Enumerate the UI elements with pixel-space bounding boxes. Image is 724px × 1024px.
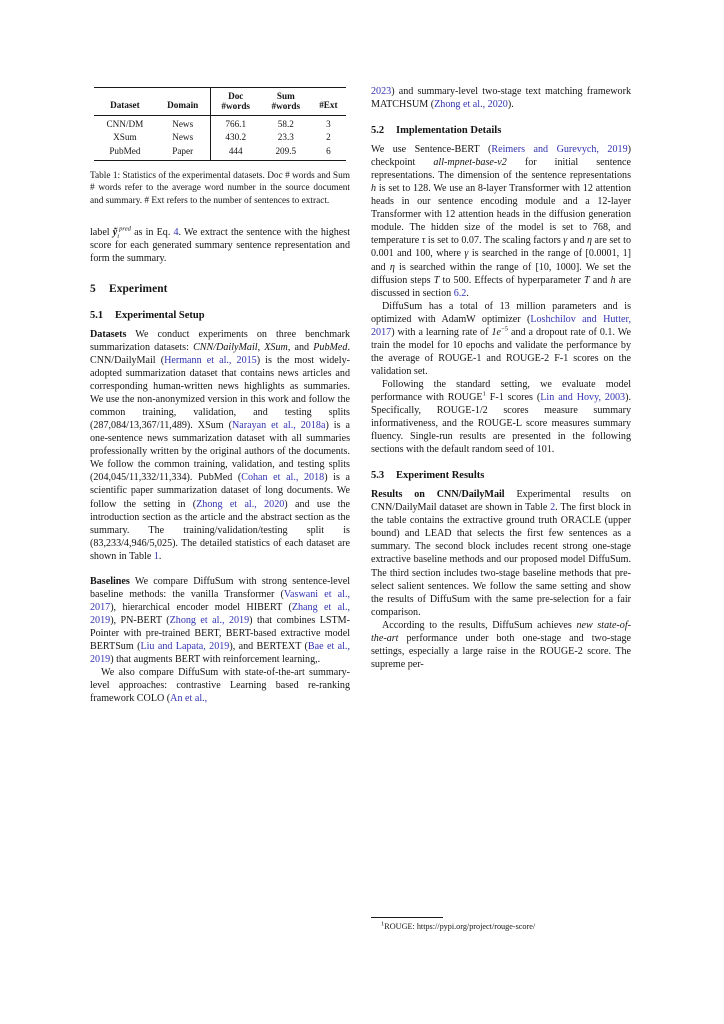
text-segment: ) that augments BERT with reinforcement learning,. xyxy=(110,654,321,666)
citation-link[interactable]: Narayan et al., 2018a xyxy=(231,420,326,432)
math-eta: η xyxy=(586,235,592,247)
cell-ext: 2 xyxy=(326,132,331,143)
math-subscript: i xyxy=(117,232,120,240)
math-gamma: γ xyxy=(563,235,568,247)
citation-link[interactable]: Vaswani et al., 2017 xyxy=(90,588,350,613)
math-tau: τ xyxy=(421,235,426,247)
cell-doc-words: 430.2 xyxy=(225,132,247,143)
section-number: 5 xyxy=(90,282,96,295)
paragraph-rouge-evaluation xyxy=(371,378,631,456)
doc-header-line2: #words xyxy=(221,100,251,111)
statistics-table xyxy=(94,87,346,161)
subsection-number: 5.2 xyxy=(371,125,385,137)
cell-doc-words: 444 xyxy=(210,145,261,161)
citation-link[interactable]: Zhong et al., 2020 xyxy=(434,99,508,111)
text-segment: are set to 0.001 and 100, where xyxy=(371,235,631,260)
text-segment: ) and summary-level two-stage text matching framework MATCHSUM ( xyxy=(371,86,631,111)
citation-link[interactable]: 2023 xyxy=(371,86,392,97)
paragraph-results-cnndm xyxy=(371,488,631,618)
math-superscript: pred xyxy=(119,225,131,233)
citation-link[interactable]: Zhong et al., 2019 xyxy=(169,614,250,626)
subsection-title: Experimental Setup xyxy=(115,309,205,321)
subsection-title: Implementation Details xyxy=(396,125,502,137)
citation-link[interactable]: Loshchilov and Hutter, 2017 xyxy=(371,313,631,338)
math-lr-base: 1e xyxy=(491,326,501,338)
subsection-heading-experimental-setup xyxy=(90,309,350,322)
cell-dataset: PubMed xyxy=(94,145,156,161)
text-segment: . xyxy=(466,287,469,299)
cell-dataset: XSum xyxy=(113,132,137,143)
text-segment: is set to 128. We use an 8-layer Transformer with 12 attention heads in our sentence encoding module and a 12-layer Transformer with 12 attention heads in the diffusion generation module. The hidden size of the model is set to 768, and temperature xyxy=(371,183,631,247)
text-segment: and xyxy=(567,235,587,247)
cell-sum-words: 58.2 xyxy=(277,118,294,129)
text-segment: to 500. Effects of hyperparameter xyxy=(439,274,584,286)
citation-link[interactable]: Lin and Hovy, 2003 xyxy=(540,391,626,403)
text-segment: ) is a scientific paper summarization dataset of long documents. We follow the setting in ( xyxy=(90,472,350,510)
emphasis-new-sota: new state-of-the-art xyxy=(371,619,631,644)
text-segment: ), hierarchical encoder model HIBERT ( xyxy=(110,601,292,613)
doc-header-line1: Doc xyxy=(228,90,244,101)
citation-link[interactable]: An et al., xyxy=(170,693,208,705)
footnote-separator-rule xyxy=(371,917,443,918)
cell-sum-words: 209.5 xyxy=(261,145,311,161)
text-segment: and a dropout rate of 0.1. We train the model for 10 epochs and validate the performance by the average of ROUGE-1 and ROUGE-2 F-1 scores on the validation set. xyxy=(371,326,631,377)
text-segment: According to the results, DiffuSum achieves xyxy=(382,619,577,631)
cell-dataset: CNN/DM xyxy=(106,118,144,129)
text-segment: ). xyxy=(507,99,514,111)
paragraph-sota-results xyxy=(371,619,631,671)
cell-domain: News xyxy=(156,115,210,131)
text-segment: Following the standard setting, we evaluate model performance with ROUGE xyxy=(371,378,631,403)
dataset-name-pubmed: PubMed xyxy=(313,341,348,353)
math-T: T xyxy=(433,274,440,286)
table-row xyxy=(94,115,346,131)
paragraph-tail: . We extract the sentence with the highest score for each generated summary sentence representation and form the summary. xyxy=(90,226,350,264)
text-segment: is set to 0.07. The scaling factors xyxy=(425,235,564,247)
text-segment: performance under both one-stage and two-stage settings, especially a large raise in the ROUGE-2 score. The supreme per- xyxy=(371,632,631,670)
footnote-text: ROUGE: https://pypi.org/project/rouge-score/ xyxy=(384,922,536,931)
math-y-symbol: ỹ xyxy=(112,226,118,238)
paragraph-runin-heading: Datasets xyxy=(90,328,127,340)
text-segment: ) is a one-sentence news summarization dataset with all summaries professionally written by the original authors of the documents. We follow the common training, validation, and testing splits (204,045/11,332/11,334). PubMed ( xyxy=(90,420,351,484)
text-segment: ), PN-BERT ( xyxy=(110,614,170,626)
subsection-title: Experiment Results xyxy=(396,470,485,482)
math-h: h xyxy=(371,183,377,195)
table-body xyxy=(94,115,346,160)
table1-container xyxy=(90,87,350,207)
math-h: h xyxy=(610,274,616,286)
column-header-sum-words xyxy=(261,88,311,116)
math-learning-rate xyxy=(491,327,508,338)
cell-domain: News xyxy=(156,131,210,144)
text-after-math: as in Eq. xyxy=(130,226,174,238)
text-segment: We compare DiffuSum with strong sentence-level baseline methods: the vanilla Transformer ( xyxy=(90,575,350,600)
table-header xyxy=(94,88,346,116)
text-segment: , and xyxy=(287,341,314,353)
cell-doc-words: 766.1 xyxy=(225,118,247,129)
table1-caption xyxy=(90,170,350,207)
footnote-number: 1 xyxy=(381,920,385,928)
model-checkpoint-name: all-mpnet-base-v2 xyxy=(433,157,507,169)
table-reference-link[interactable]: 1 xyxy=(153,550,159,562)
text-segment: ) checkpoint xyxy=(371,144,631,169)
footnote-area xyxy=(371,917,633,933)
text-segment: ) with a learning rate of xyxy=(391,326,492,338)
cell-domain: Paper xyxy=(156,145,210,161)
paragraph-datasets xyxy=(90,328,350,563)
math-gamma: γ xyxy=(464,248,469,260)
subsection-number: 5.3 xyxy=(371,470,385,482)
citation-link[interactable]: Liu and Lapata, 2019 xyxy=(140,640,230,652)
footnote-entry xyxy=(371,922,633,933)
citation-link[interactable]: Zhong et al., 2020 xyxy=(196,498,285,510)
text-segment: ) and use the introduction section as the article and the abstract section as the summary. The training/validation/testing split is (83,233/4,946/5,025). The detailed statistics of each dataset are shown in Table xyxy=(90,498,351,562)
paragraph-colo-continued xyxy=(371,85,631,111)
footnote-marker[interactable]: 1 xyxy=(482,390,486,398)
paragraph-runin-heading: Results on CNN/DailyMail xyxy=(371,489,505,501)
citation-link[interactable]: Bae et al., 2019 xyxy=(90,640,350,666)
citation-link[interactable]: Zhang et al., 2019 xyxy=(90,601,351,626)
column-header-ext: #Ext xyxy=(311,88,346,116)
column-header-dataset: Dataset xyxy=(94,88,156,116)
column-header-domain: Domain xyxy=(156,88,210,116)
cell-sum-words: 23.3 xyxy=(277,132,294,143)
column-header-doc-words xyxy=(210,88,261,116)
caption-label: Table 1: xyxy=(90,171,121,182)
text-segment: and xyxy=(589,274,611,286)
citation-link[interactable]: Cohan et al., 2018 xyxy=(241,472,325,484)
paragraph-implementation xyxy=(371,143,631,300)
text-segment: Experimental results on CNN/DailyMail dataset are shown in Table xyxy=(371,489,631,514)
text-segment: F-1 scores ( xyxy=(485,391,541,403)
section-heading-experiment xyxy=(90,282,350,296)
table-reference-link[interactable]: 2 xyxy=(550,502,556,514)
math-eta: η xyxy=(389,261,395,273)
section-title: Experiment xyxy=(109,282,168,295)
text-segment: . xyxy=(158,550,162,562)
sum-header-line2: #words xyxy=(271,100,301,111)
subsection-heading-experiment-results xyxy=(371,469,631,482)
subsection-number: 5.1 xyxy=(90,309,104,321)
text-segment: for initial sentence representations. The dimension of the sentence representations xyxy=(371,157,631,182)
paragraph-baselines xyxy=(90,575,350,666)
math-T: T xyxy=(583,274,590,286)
table-row xyxy=(94,131,346,144)
text-segment: We use Sentence-BERT ( xyxy=(371,144,492,156)
text-segment: ). Specifically, ROUGE-1/2 scores measure summary informativeness, and the ROUGE-L score measures summary fluency. Single-run results are presented in the following sections with the default random seed of 101. xyxy=(371,391,631,456)
text-segment: . CNN/DailyMail ( xyxy=(90,341,350,366)
section-reference-link[interactable]: 6.2 xyxy=(453,287,467,299)
text-segment: . The first block in the table contains the extractive ground truth ORACLE (upper bound) and LEAD that selects the first few sentences as a summary. The second block includes recent strong one-stage extractive baseline methods and our proposed model DiffuSum. The third section includes two-stage baseline methods that pre-select salient sentences. We follow the same setting and show the results of DiffuSum with the same pre-selection for a fair comparison. xyxy=(371,502,631,618)
table-header-row xyxy=(94,88,346,116)
citation-link[interactable]: Reimers and Gurevych, 2019 xyxy=(491,144,628,156)
paragraph-equation-continued xyxy=(90,226,350,265)
text-segment: We also compare DiffuSum with state-of-the-art summary-level approaches: contrastive Learning based re-ranking framework COLO ( xyxy=(90,667,350,705)
text-segment: are discussed in section xyxy=(371,274,632,299)
subsection-heading-implementation-details xyxy=(371,124,631,137)
text-before-math: label xyxy=(90,226,113,238)
left-column xyxy=(90,85,350,705)
citation-link[interactable]: Hermann et al., 2015 xyxy=(164,355,257,366)
caption-text: Statistics of the experimental datasets. Doc # words and Sum # words refer to the average word number in the source document and summary. # Ext refers to the number of sentences to extract. xyxy=(90,171,350,206)
dataset-name-xsum: XSum xyxy=(264,341,288,353)
text-segment: ) that combines LSTM-Pointer with pre-trained BERT, BERT-based extractive model BERTSum ( xyxy=(90,614,350,652)
paragraph-sota-comparison xyxy=(90,666,350,705)
text-segment: is searched in the range of [0.0001, 1] and xyxy=(371,248,632,273)
dataset-name-cnndm: CNN/DailyMail xyxy=(193,341,258,353)
cell-ext: 3 xyxy=(326,118,331,129)
math-lr-exponent: −5 xyxy=(500,325,508,333)
text-segment: ), and BERTEXT ( xyxy=(229,640,308,652)
text-segment: We conduct experiments on three benchmark summarization datasets: xyxy=(90,328,350,353)
cell-ext: 6 xyxy=(311,145,346,161)
right-column xyxy=(371,85,631,671)
paragraph-parameters xyxy=(371,300,631,378)
text-segment: is searched within the range of [10, 1000]. We set the diffusion steps xyxy=(371,261,631,286)
equation-reference-link[interactable]: 4 xyxy=(173,226,179,238)
sum-header-line1: Sum xyxy=(276,90,295,101)
math-y-pred xyxy=(113,227,131,238)
text-segment: DiffuSum has a total of 13 million parameters and is optimized with AdamW optimizer ( xyxy=(371,300,631,325)
paragraph-runin-heading: Baselines xyxy=(90,575,130,587)
text-segment: , xyxy=(257,341,265,353)
table-row xyxy=(94,145,346,161)
text-segment: ) is the most widely-adopted summarization dataset that contains news articles and corresponding human-written news highlights as summaries. We use the non-anonymized version in this work and follow the common training, validation, and testing splits (287,084/13,367/11,489). XSum ( xyxy=(90,355,350,432)
